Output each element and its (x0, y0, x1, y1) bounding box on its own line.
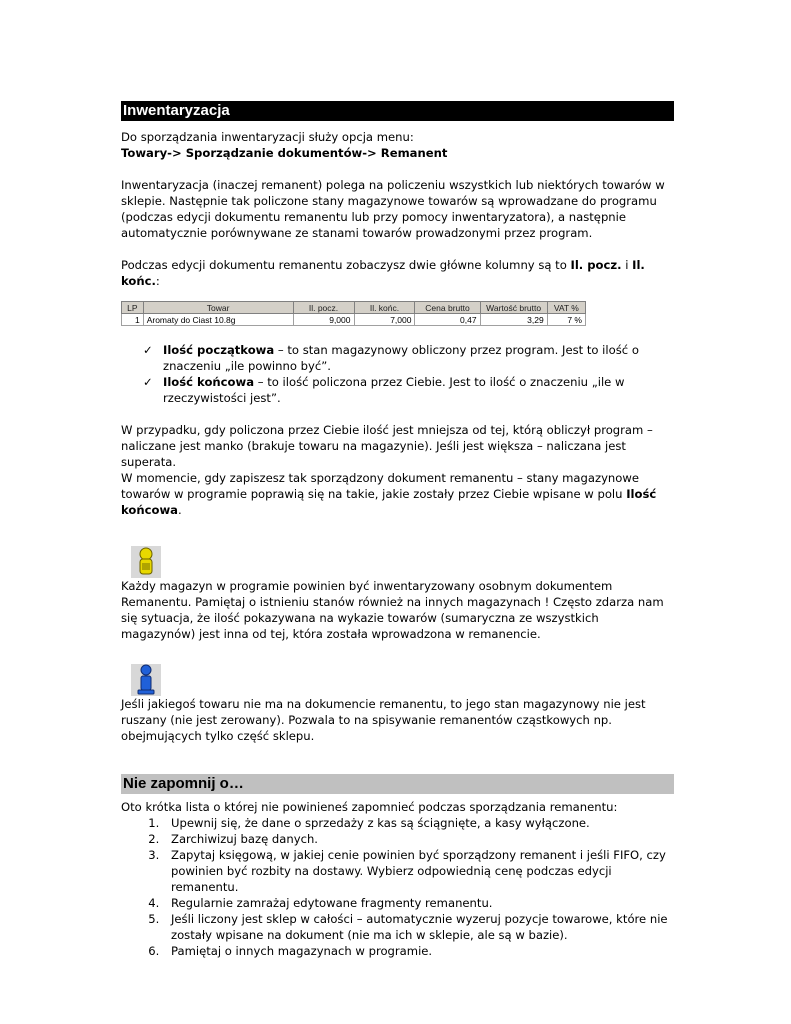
list-item: 3. Zapytaj księgową, w jakiej cenie powinien być sporządzony remanent i jeśli FIFO, czy powinien być rozbity na dostawy. Wybierz odpowiednią cenę podczas edycji remanentu. (163, 847, 674, 895)
cell-vat: 7 % (547, 314, 585, 326)
col-header-wartosc: Wartość brutto (480, 302, 547, 314)
document-page (121, 101, 674, 959)
checklist (121, 815, 674, 959)
intro-text: Do sporządzania inwentaryzacji służy opcja menu: (121, 130, 414, 144)
list-item: 1. Upewnij się, że dane o sprzedaży z kas są ściągnięte, a kasy wyłączone. (163, 815, 674, 831)
section-title-inventory: Inwentaryzacja (121, 101, 674, 121)
cell-wartosc: 3,29 (480, 314, 547, 326)
cell-towar: Aromaty do Ciast 10.8g (143, 314, 293, 326)
paragraph-shortage: W przypadku, gdy policzona przez Ciebie ilość jest mniejsza od tej, którą obliczył program – naliczane jest manko (brakuje towaru na magazynie). Jeśli jest większa – naliczana jest superata. (121, 423, 653, 469)
col-header-lp: LP (122, 302, 144, 314)
list-item: 5. Jeśli liczony jest sklep w całości – automatycznie wyzeruj pozycje towarowe, które nie zostały wpisane na dokument (nie ma ich w sklepie, ale są w bazie). (163, 911, 674, 943)
note-missing-items: Jeśli jakiegoś towaru nie ma na dokumencie remanentu, to jego stan magazynowy nie jest ruszany (nie jest zerowany). Pozwala to na spisywanie remanentów cząstkowych np. obejmujących tylko część sklepu. (121, 697, 646, 743)
cell-lp: 1 (122, 314, 144, 326)
checklist-intro: Oto krótka lista o której nie powinieneś zapomnieć podczas sporządzania remanentu: (121, 800, 618, 814)
section-title-checklist: Nie zapomnij o… (121, 774, 674, 794)
table-header-row (122, 302, 586, 314)
list-item: 4. Regularnie zamrażaj edytowane fragmenty remanentu. (163, 895, 674, 911)
definitions-list (121, 342, 674, 406)
note-warehouses: Każdy magazyn w programie powinien być inwentaryzowany osobnym dokumentem Remanentu. Pamiętaj o istnieniu stanów również na innych magazynach ! Często zdarza nam się sytuacja, że ilość pokazywana na wykazie towarów (sumaryczna ze wszystkich magazynów) jest inna od tej, która została wprowadzona w remanencie. (121, 579, 664, 641)
paragraph-save: W momencie, gdy zapiszesz tak sporządzony dokument remanentu – stany magazynowe towarów w programie poprawią się na takie, jakie zostały przez Ciebie wpisane w polu Ilość końcowa. (121, 471, 657, 517)
cell-il-pocz: 9,000 (293, 314, 354, 326)
table-row[interactable] (122, 314, 586, 326)
col-header-il-konc: Il. końc. (354, 302, 415, 314)
col-header-cena: Cena brutto (415, 302, 480, 314)
list-item: ✓ Ilość początkowa – to stan magazynowy obliczony przez program. Jest to ilość o znaczeniu „ile powinno być”. (143, 343, 639, 373)
inventory-table (121, 301, 586, 326)
col-header-towar: Towar (143, 302, 293, 314)
check-mark-icon: ✓ (143, 375, 153, 389)
list-item: ✓ Ilość końcowa – to ilość policzona przez Ciebie. Jest to ilość o znaczeniu „ile w rzeczywistości jest”. (143, 375, 625, 405)
warning-figure-icon (131, 546, 161, 578)
check-mark-icon: ✓ (143, 343, 153, 357)
col-header-vat: VAT % (547, 302, 585, 314)
cell-il-konc: 7,000 (354, 314, 415, 326)
menu-path: Towary-> Sporządzanie dokumentów-> Remanent (121, 146, 448, 160)
list-item: 2. Zarchiwizuj bazę danych. (163, 831, 674, 847)
info-figure-icon (131, 664, 161, 696)
cell-cena: 0,47 (415, 314, 480, 326)
list-item: 6. Pamiętaj o innych magazynach w programie. (163, 943, 674, 959)
col-header-il-pocz: Il. pocz. (293, 302, 354, 314)
paragraph-columns: Podczas edycji dokumentu remanentu zobaczysz dwie główne kolumny są to Il. pocz. i Il. końc.: (121, 258, 645, 288)
paragraph-definition: Inwentaryzacja (inaczej remanent) polega na policzeniu wszystkich lub niektórych towarów w sklepie. Następnie tak policzone stany magazynowe towarów są wprowadzane do programu (podczas edycji dokumentu remanentu lub przy pomocy inwentaryzatora), a następnie automatycznie porównywane ze stanami towarów prowadzonymi przez program. (121, 178, 665, 240)
